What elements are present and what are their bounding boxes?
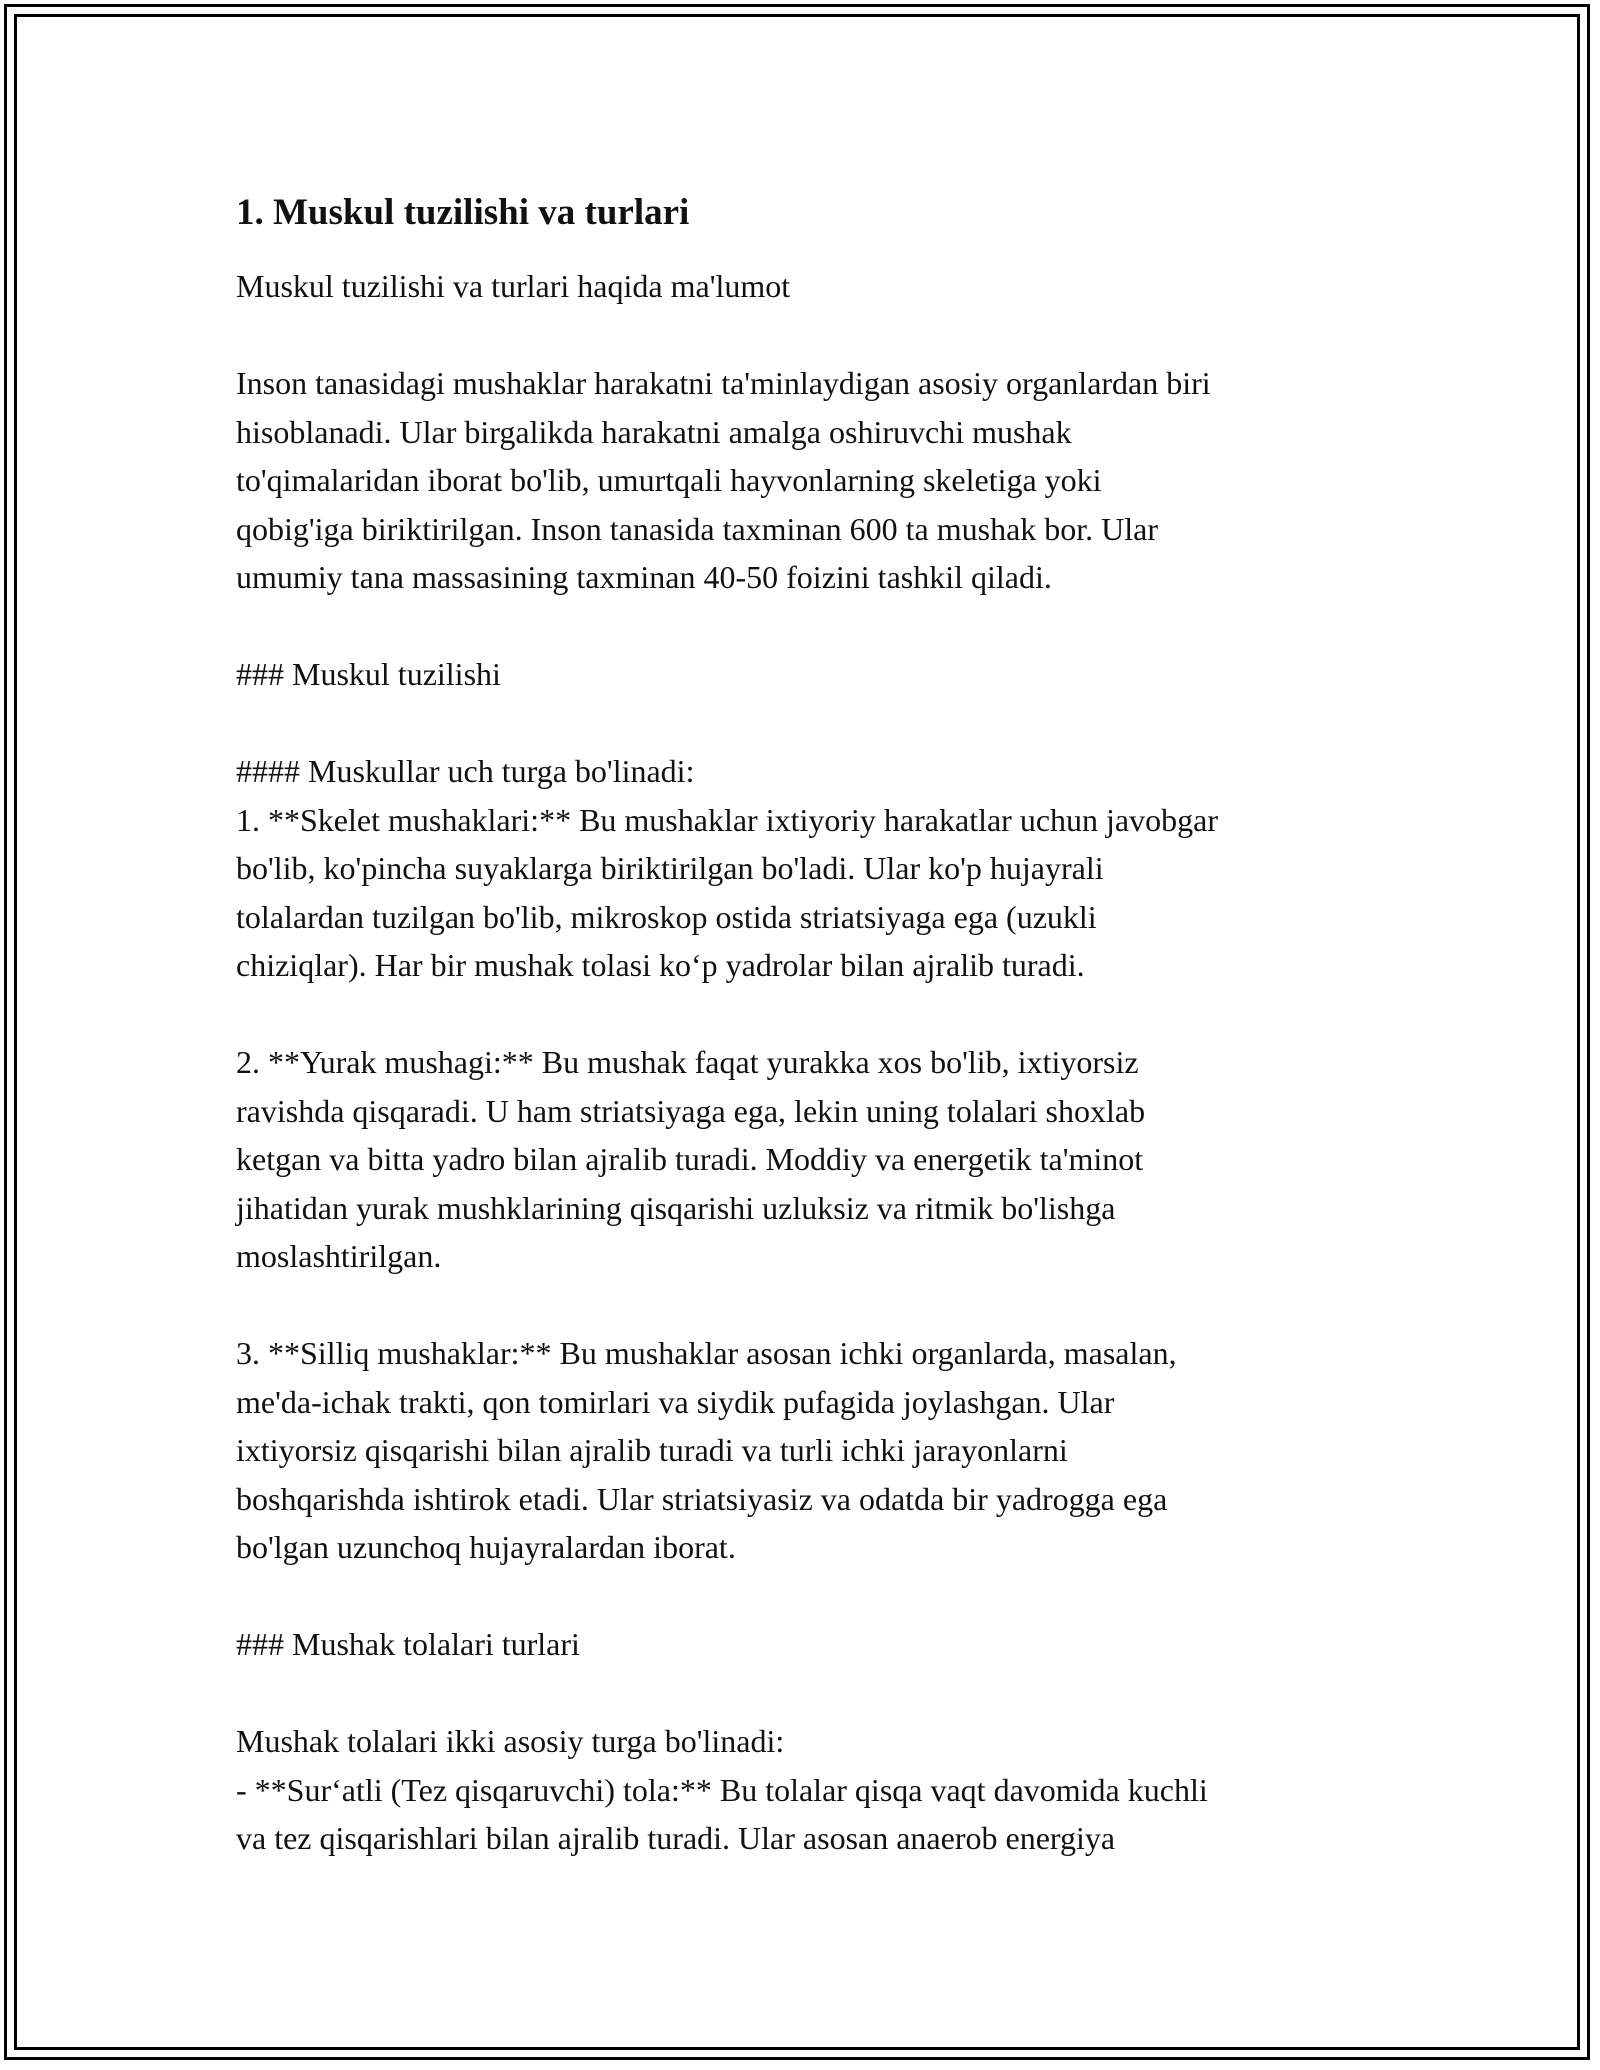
text-line: umumiy tana massasining taxminan 40-50 foizini tashkil qiladi. [236,559,1052,595]
text-line: ketgan va bitta yadro bilan ajralib turadi. Moddiy va energetik ta'minot [236,1141,1144,1177]
text-line: - **Sur‘atli (Tez qisqaruvchi) tola:** Bu tolalar qisqa vaqt davomida kuchli [236,1771,1208,1808]
text-line: bo'lib, ko'pincha suyaklarga biriktirilgan bo'ladi. Ular ko'p hujayrali [236,850,1104,886]
text-line: 2. **Yurak mushagi:** Bu mushak faqat yurakka xos bo'lib, ixtiyorsiz [236,1044,1139,1080]
text-line: boshqarishda ishtirok etadi. Ular striatsiyasiz va odatda bir yadrogga ega [236,1480,1168,1517]
text-line: ravishda qisqaradi. U ham striatsiyaga ega, lekin uning tolalari shoxlab [236,1092,1146,1129]
text-line: va tez qisqarishlari bilan ajralib turadi. Ular asosan anaerob energiya [236,1820,1116,1856]
smooth-muscle-paragraph [236,1329,1376,1572]
text-line: me'da-ichak trakti, qon tomirlari va siydik pufagida joylashgan. Ular [236,1383,1115,1420]
text-line: ### Muskul tuzilishi [236,656,501,692]
text-line: tolalardan tuzilgan bo'lib, mikroskop ostida striatsiyaga ega (uzukli [236,898,1097,935]
text-line: 3. **Silliq mushaklar:** Bu mushaklar asosan ichki organlarda, masalan, [236,1335,1177,1371]
document-title: 1. Muskul tuzilishi va turlari [236,192,690,233]
skeletal-muscle-paragraph [236,747,1376,990]
text-line: 1. **Skelet mushaklari:** Bu mushaklar ixtiyoriy harakatlar uchun javobgar [236,801,1218,838]
cardiac-muscle-paragraph [236,1038,1376,1281]
text-line: Mushak tolalari ikki asosiy turga bo'linadi: [236,1723,785,1759]
subtitle-paragraph [236,262,1376,311]
text-line: ixtiyorsiz qisqarishi bilan ajralib turadi va turli ichki jarayonlarni [236,1432,1068,1468]
text-line: Inson tanasidagi mushaklar harakatni ta'minlaydigan asosiy organlardan biri [236,365,1211,401]
text-line: chiziqlar). Har bir mushak tolasi ko‘p yadrolar bilan ajralib turadi. [236,947,1085,983]
fiber-types-paragraph [236,1717,1376,1863]
text-line: ### Mushak tolalari turlari [236,1626,580,1662]
intro-paragraph [236,359,1376,602]
text-line: qobig'iga biriktirilgan. Inson tanasida taxminan 600 ta mushak bor. Ular [236,510,1159,547]
text-line: moslashtirilgan. [236,1238,442,1274]
document-page [236,188,1376,1863]
text-line: Muskul tuzilishi va turlari haqida ma'lumot [236,268,791,304]
section-heading-fibers [236,1620,1376,1669]
text-line: hisoblanadi. Ular birgalikda harakatni amalga oshiruvchi mushak [236,413,1072,450]
text-line: bo'lgan uzunchoq hujayralardan iborat. [236,1529,736,1565]
section-heading-structure [236,650,1376,699]
text-line: to'qimalaridan iborat bo'lib, umurtqali hayvonlarning skeletiga yoki [236,462,1102,498]
text-line: #### Muskullar uch turga bo'linadi: [236,753,695,789]
text-line: jihatidan yurak mushklarining qisqarishi uzluksiz va ritmik bo'lishga [236,1189,1116,1226]
